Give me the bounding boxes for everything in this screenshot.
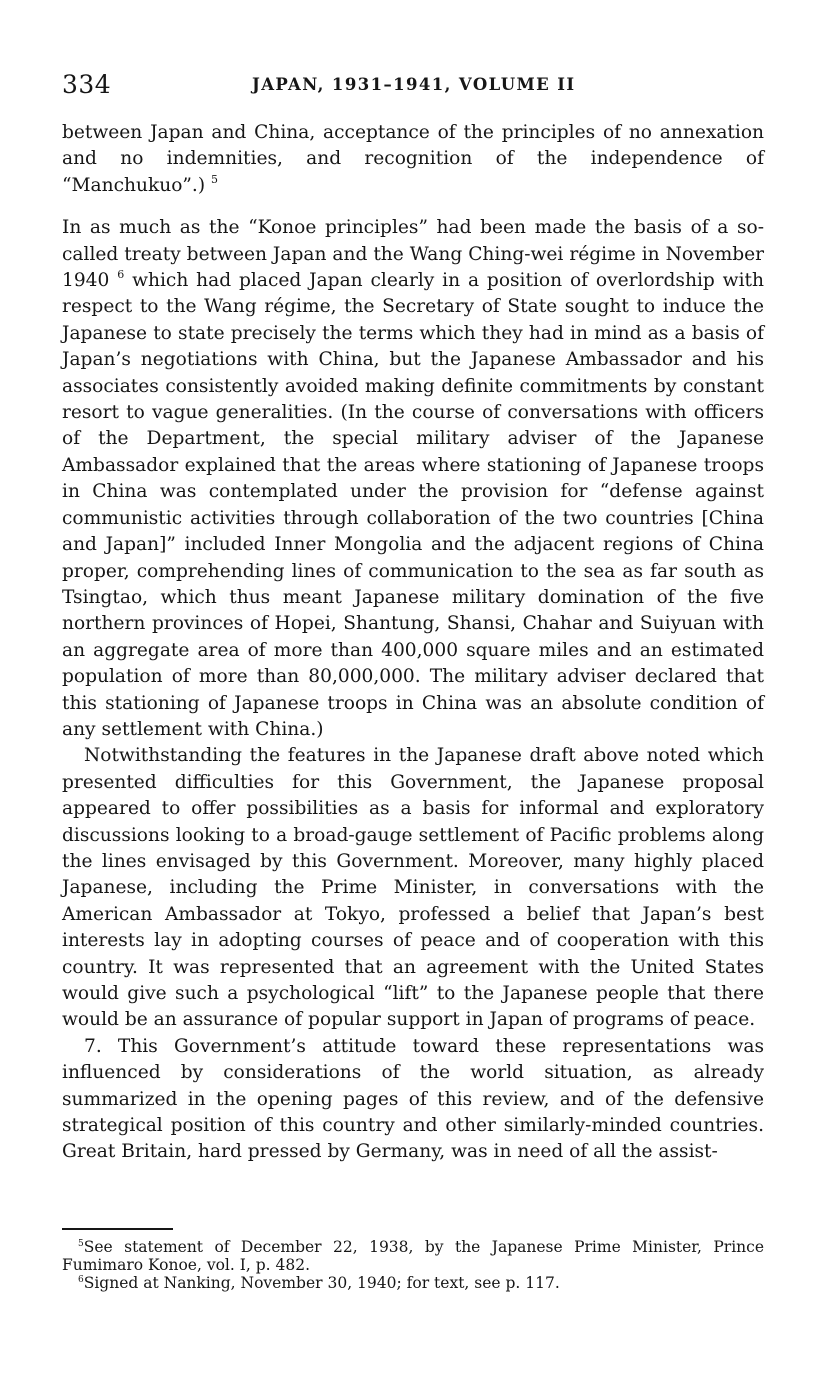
footnote-ref-5: 5 xyxy=(211,172,218,186)
footnote-ref-6: 6 xyxy=(117,268,125,282)
footnote-marker: 6 xyxy=(78,1275,84,1285)
paragraph-text-part2: which had placed Japan clearly in a position of overlordship with respect to the Wang régime, the Secretary of State sought to induce the Japanese to state precisely the terms which they had in mind as a basis of Japan’s negotiations with China, but the Japanese Ambassador and his associates consistently avoided making definite commitments by constant resort to vague generalities. (In the course of conversations with officers of the Department, the special military adviser of the Japanese Ambassador explained that the areas where stationing of Japanese troops in China was contemplated under the provision for “defense against communistic activities through collaboration of the two countries [China and Japan]” included Inner Mongolia and the adjacent regions of China proper, comprehending lines of communication to the sea as far south as Tsingtao, which thus meant Japanese military domination of the five northern provinces of Hopei, Shantung, Shansi, Chahar and Suiyuan with an aggregate area of more than 400,000 square miles and an estimated population of more than 80,000,000. The military adviser declared that this stationing of Japanese troops in China was an absolute condition of any settlement with China.) xyxy=(62,270,764,740)
footnote-text: Signed at Nanking, November 30, 1940; for text, see p. 117. xyxy=(83,1274,560,1292)
footnote-text: See statement of December 22, 1938, by the Japanese Prime Minister, Prince Fumimaro Konoe, vol. I, p. 482. xyxy=(62,1238,764,1274)
paragraph-section-7: 7. This Government’s attitude toward these representations was influenced by considerations of the world situation, as already summarized in the opening pages of this review, and of the defensive strategical position of this country and other similarly-minded countries. Great Britain, hard pressed by Germany, was in need of all the assist- xyxy=(62,1035,764,1163)
body-text xyxy=(62,120,764,1166)
page-header xyxy=(62,66,764,102)
page-number: 334 xyxy=(62,70,112,99)
paragraph-text-part1: In as much as the “Konoe principles” had been made the basis of a so-called treaty between Japan and the Wang Ching-wei régime in November 1940 xyxy=(62,217,764,292)
footnotes xyxy=(62,1239,764,1294)
paragraph-text: between Japan and China, acceptance of the principles of no annexation and no indemnities, and recognition of the independence of “Manchukuo”.) xyxy=(62,122,764,196)
running-head: JAPAN, 1931–1941, VOLUME II xyxy=(252,75,576,94)
footnote-5 xyxy=(62,1239,764,1274)
paragraph-notwithstanding: Notwithstanding the features in the Japanese draft above noted which presented difficulties for this Government, the Japanese proposal appeared to offer possibilities as a basis for informal and exploratory discussions looking to a broad-gauge settlement of Pacific problems along the lines envisaged by this Government. Moreover, many highly placed Japanese, including the Prime Minister, in conversations with the American Ambassador at Tokyo, professed a belief that Japan’s best interests lay in adopting courses of peace and of cooperation with this country. It was represented that an agreement with the United States would give such a psychological “lift” to the Japanese people that there would be an assurance of popular support in Japan of programs of peace. xyxy=(62,745,764,1031)
footnote-marker: 5 xyxy=(78,1239,84,1249)
paragraph-konoe-principles xyxy=(62,215,764,743)
paragraph-continuation xyxy=(62,120,764,199)
footnote-6 xyxy=(62,1275,764,1293)
footnote-divider xyxy=(62,1228,173,1230)
